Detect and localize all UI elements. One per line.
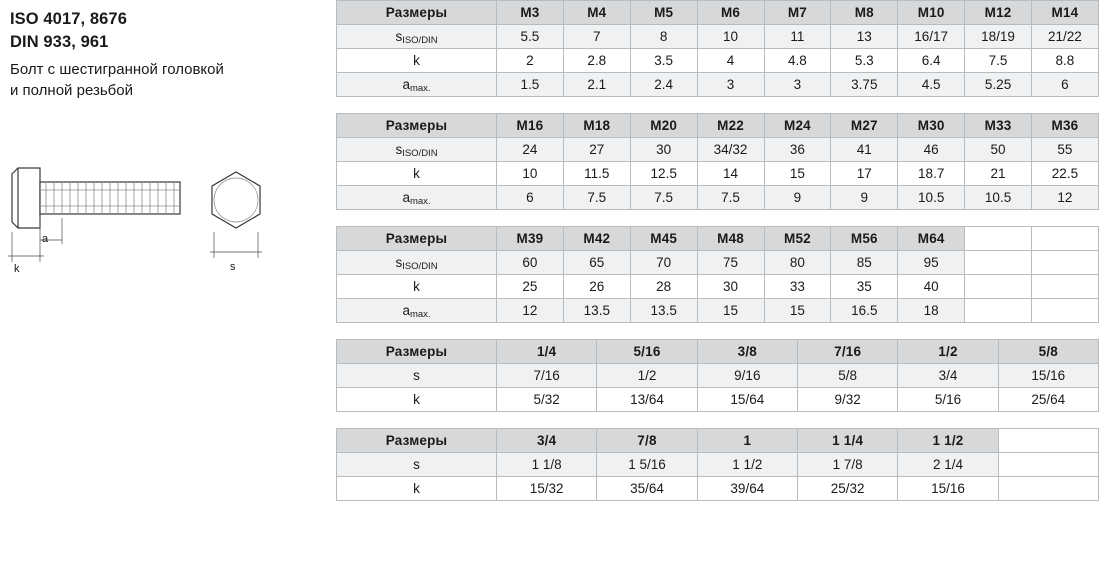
table-cell: 6	[1032, 73, 1099, 97]
column-header: M36	[1032, 114, 1099, 138]
table-cell: 21/22	[1032, 25, 1099, 49]
column-header: M12	[965, 1, 1032, 25]
table-cell: 13.5	[563, 299, 630, 323]
table-row	[337, 477, 1099, 501]
column-header: 3/4	[497, 429, 597, 453]
table-cell: 30	[697, 275, 764, 299]
table-cell: 3/4	[898, 364, 998, 388]
table-cell: 12.5	[630, 162, 697, 186]
table-cell: 3	[697, 73, 764, 97]
standard-line-2: DIN 933, 961	[10, 32, 109, 51]
column-header: M27	[831, 114, 898, 138]
table-cell: 6	[497, 186, 564, 210]
table-cell: 60	[497, 251, 564, 275]
table-row	[337, 299, 1099, 323]
product-info-panel	[0, 0, 334, 566]
table-cell: 39/64	[697, 477, 797, 501]
table-row	[337, 453, 1099, 477]
dimension-table	[336, 339, 1099, 412]
table-cell: 3.75	[831, 73, 898, 97]
table-cell: 75	[697, 251, 764, 275]
table-row	[337, 186, 1099, 210]
row-label: k	[337, 275, 497, 299]
table-cell: 13.5	[630, 299, 697, 323]
table-cell: 15/64	[697, 388, 797, 412]
row-label: s	[337, 364, 497, 388]
column-header: M56	[831, 227, 898, 251]
table-cell: 7.5	[563, 186, 630, 210]
table-cell: 25/32	[797, 477, 897, 501]
row-label: sISO/DIN	[337, 25, 497, 49]
column-header: 1/4	[497, 340, 597, 364]
column-header: M7	[764, 1, 831, 25]
table-cell: 5.3	[831, 49, 898, 73]
table-cell: 40	[898, 275, 965, 299]
table-cell	[1032, 299, 1099, 323]
table-cell	[1032, 251, 1099, 275]
table-cell: 80	[764, 251, 831, 275]
table-cell: 2.1	[563, 73, 630, 97]
table-cell: 26	[563, 275, 630, 299]
technical-drawing	[0, 150, 334, 280]
table-cell: 2.4	[630, 73, 697, 97]
column-header: M45	[630, 227, 697, 251]
size-header: Размеры	[337, 1, 497, 25]
column-header	[998, 429, 1098, 453]
column-header: 5/16	[597, 340, 697, 364]
table-cell: 10	[697, 25, 764, 49]
table-cell: 15/16	[898, 477, 998, 501]
table-cell: 18.7	[898, 162, 965, 186]
table-cell: 1/2	[597, 364, 697, 388]
table-cell	[998, 477, 1098, 501]
table-cell: 16.5	[831, 299, 898, 323]
dim-label-s: s	[230, 261, 236, 273]
table-cell: 15	[697, 299, 764, 323]
row-label: s	[337, 453, 497, 477]
size-header: Размеры	[337, 340, 497, 364]
table-row	[337, 138, 1099, 162]
dimension-table	[336, 226, 1099, 323]
table-cell: 22.5	[1032, 162, 1099, 186]
table-cell: 14	[697, 162, 764, 186]
table-cell: 5.25	[965, 73, 1032, 97]
table-row	[337, 275, 1099, 299]
column-header: 1 1/2	[898, 429, 998, 453]
table-cell: 1.5	[497, 73, 564, 97]
table-cell: 24	[497, 138, 564, 162]
column-header: M22	[697, 114, 764, 138]
table-cell: 25/64	[998, 388, 1098, 412]
table-cell: 1 1/2	[697, 453, 797, 477]
column-header: M33	[965, 114, 1032, 138]
title-block	[0, 0, 334, 101]
column-header: 5/8	[998, 340, 1098, 364]
column-header: M6	[697, 1, 764, 25]
column-header: M48	[697, 227, 764, 251]
table-cell: 11.5	[563, 162, 630, 186]
table-cell: 16/17	[898, 25, 965, 49]
table-cell	[965, 251, 1032, 275]
column-header	[965, 227, 1032, 251]
column-header: M42	[563, 227, 630, 251]
table-cell: 12	[497, 299, 564, 323]
row-label: amax.	[337, 73, 497, 97]
column-header: 7/8	[597, 429, 697, 453]
table-cell: 33	[764, 275, 831, 299]
table-cell: 4	[697, 49, 764, 73]
table-cell: 15	[764, 299, 831, 323]
table-cell: 12	[1032, 186, 1099, 210]
dimension-table	[336, 428, 1099, 501]
table-cell: 1 1/8	[497, 453, 597, 477]
table-cell: 7.5	[630, 186, 697, 210]
table-row	[337, 162, 1099, 186]
column-header: M8	[831, 1, 898, 25]
table-cell: 2 1/4	[898, 453, 998, 477]
column-header: M20	[630, 114, 697, 138]
row-label: k	[337, 162, 497, 186]
table-cell: 25	[497, 275, 564, 299]
table-cell: 15	[764, 162, 831, 186]
column-header: M10	[898, 1, 965, 25]
table-cell: 13	[831, 25, 898, 49]
row-label: k	[337, 49, 497, 73]
table-cell: 3	[764, 73, 831, 97]
column-header: M5	[630, 1, 697, 25]
column-header: M30	[898, 114, 965, 138]
row-label: amax.	[337, 186, 497, 210]
size-header: Размеры	[337, 227, 497, 251]
table-cell: 5/8	[797, 364, 897, 388]
table-cell: 95	[898, 251, 965, 275]
dimension-table	[336, 0, 1099, 97]
table-row	[337, 251, 1099, 275]
table-row	[337, 388, 1099, 412]
table-cell	[965, 299, 1032, 323]
column-header	[1032, 227, 1099, 251]
table-cell: 85	[831, 251, 898, 275]
table-header-row	[337, 1, 1099, 25]
table-header-row	[337, 429, 1099, 453]
description-line-2: и полной резьбой	[10, 81, 133, 99]
column-header: M52	[764, 227, 831, 251]
table-cell: 5/32	[497, 388, 597, 412]
table-cell: 1 7/8	[797, 453, 897, 477]
table-cell: 35/64	[597, 477, 697, 501]
table-cell: 8.8	[1032, 49, 1099, 73]
table-cell: 34/32	[697, 138, 764, 162]
table-cell: 15/32	[497, 477, 597, 501]
column-header: M3	[497, 1, 564, 25]
table-cell: 21	[965, 162, 1032, 186]
table-cell: 3.5	[630, 49, 697, 73]
table-cell: 7.5	[965, 49, 1032, 73]
table-row	[337, 73, 1099, 97]
row-label: sISO/DIN	[337, 138, 497, 162]
table-cell: 8	[630, 25, 697, 49]
table-header-row	[337, 227, 1099, 251]
column-header: M18	[563, 114, 630, 138]
table-row	[337, 364, 1099, 388]
table-cell	[998, 453, 1098, 477]
bolt-drawing-svg	[0, 150, 334, 280]
table-row	[337, 25, 1099, 49]
dimension-table	[336, 113, 1099, 210]
table-cell: 9	[764, 186, 831, 210]
column-header: M4	[563, 1, 630, 25]
table-cell: 30	[630, 138, 697, 162]
table-cell: 4.5	[898, 73, 965, 97]
table-cell: 18	[898, 299, 965, 323]
size-header: Размеры	[337, 429, 497, 453]
table-cell: 5.5	[497, 25, 564, 49]
table-cell: 10.5	[898, 186, 965, 210]
table-cell: 65	[563, 251, 630, 275]
table-cell: 2.8	[563, 49, 630, 73]
column-header: 1 1/4	[797, 429, 897, 453]
table-cell: 15/16	[998, 364, 1098, 388]
table-header-row	[337, 114, 1099, 138]
table-cell: 50	[965, 138, 1032, 162]
dim-label-k: k	[14, 263, 20, 275]
table-cell: 1 5/16	[597, 453, 697, 477]
table-cell: 13/64	[597, 388, 697, 412]
row-label: sISO/DIN	[337, 251, 497, 275]
column-header: 7/16	[797, 340, 897, 364]
column-header: M39	[497, 227, 564, 251]
table-cell: 70	[630, 251, 697, 275]
table-cell: 41	[831, 138, 898, 162]
table-cell: 18/19	[965, 25, 1032, 49]
size-header: Размеры	[337, 114, 497, 138]
table-cell: 4.8	[764, 49, 831, 73]
table-cell: 10	[497, 162, 564, 186]
table-cell: 7.5	[697, 186, 764, 210]
column-header: 3/8	[697, 340, 797, 364]
table-cell: 11	[764, 25, 831, 49]
dimension-tables	[336, 0, 1104, 517]
table-cell: 17	[831, 162, 898, 186]
dim-label-a: a	[42, 233, 49, 245]
column-header: M16	[497, 114, 564, 138]
table-cell: 27	[563, 138, 630, 162]
row-label: k	[337, 477, 497, 501]
row-label: amax.	[337, 299, 497, 323]
table-cell	[965, 275, 1032, 299]
description-line-1: Болт с шестигранной головкой	[10, 60, 224, 78]
table-cell: 7/16	[497, 364, 597, 388]
table-cell: 10.5	[965, 186, 1032, 210]
table-cell: 2	[497, 49, 564, 73]
table-cell	[1032, 275, 1099, 299]
column-header: M24	[764, 114, 831, 138]
table-cell: 55	[1032, 138, 1099, 162]
standard-line-1: ISO 4017, 8676	[10, 10, 127, 28]
table-cell: 9	[831, 186, 898, 210]
table-cell: 28	[630, 275, 697, 299]
table-cell: 6.4	[898, 49, 965, 73]
table-cell: 5/16	[898, 388, 998, 412]
row-label: k	[337, 388, 497, 412]
table-cell: 9/32	[797, 388, 897, 412]
table-row	[337, 49, 1099, 73]
column-header: 1/2	[898, 340, 998, 364]
column-header: M14	[1032, 1, 1099, 25]
table-cell: 35	[831, 275, 898, 299]
table-cell: 36	[764, 138, 831, 162]
table-cell: 46	[898, 138, 965, 162]
table-cell: 7	[563, 25, 630, 49]
column-header: M64	[898, 227, 965, 251]
table-header-row	[337, 340, 1099, 364]
column-header: 1	[697, 429, 797, 453]
table-cell: 9/16	[697, 364, 797, 388]
